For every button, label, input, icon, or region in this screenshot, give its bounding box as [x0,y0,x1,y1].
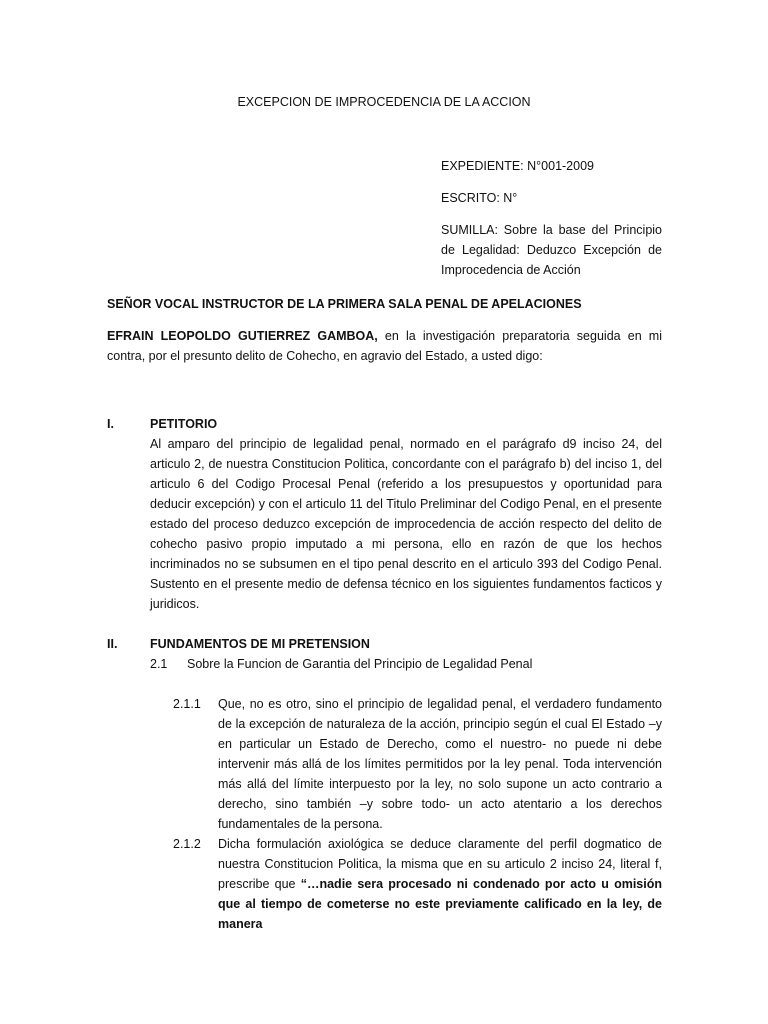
addressee-heading: SEÑOR VOCAL INSTRUCTOR DE LA PRIMERA SALA PENAL DE APELACIONES [107,297,582,311]
paragraph-2-1-2-regular: Dicha formulación axiológica se deduce claramente del perfil dogmatico de nuestra Constitucion Politica, la misma que en su articulo 2 inciso 24, literal f, prescribe que [218,837,662,891]
document-title: EXCEPCION DE IMPROCEDENCIA DE LA ACCION [237,95,531,109]
escrito-line: ESCRITO: N° [441,191,518,205]
paragraph-2-1-1-text: Que, no es otro, sino el principio de legalidad penal, el verdadero fundamento de la excepción de naturaleza de la acción, principio según el cual El Estado –y en particular un Estado de Derecho, como el nuestro- no puede ni debe intervenir más allá de los límites permitidos por la ley penal. Toda intervención más allá del límite interpuesto por la ley, no solo supone un acto contrario a derecho, sino también –y sobre todo- un acto atentario a los derechos fundamentales de la persona. [218,697,662,831]
paragraph-2-1-2-quote: “…nadie sera procesado ni condenado por acto u omisión que al tiempo de cometerse no este previamente calificado en la ley, de manera [218,877,662,931]
intro-paragraph [107,326,662,366]
sumilla-block: SUMILLA: Sobre la base del Principio de Legalidad: Deduzco Excepción de Improcedencia de Acción [441,223,662,277]
section-1-body: Al amparo del principio de legalidad penal, normado en el parágrafo d9 inciso 24, del articulo 2, de nuestra Constitucion Politica, concordante con el parágrafo b) del inciso 1, del articulo 6 del Codigo Procesal Penal (referido a los presupuestos y oportunidad para deducir excepción) y con el articulo 11 del Titulo Preliminar del Codigo Penal, en el presente estado del proceso deduzco excepción de improcedencia de acción respecto del delito de cohecho pasivo propio imputado a mi persona, ello en razón de que los hechos incriminados no se subsumen en el tipo penal descrito en el articulo 393 del Codigo Penal. Sustento en el presente medio de defensa técnico en los siguientes fundamentos facticos y juridicos. [150,437,662,611]
section-2-number: II. [107,637,118,651]
intro-text: en la investigación preparatoria seguida en mi contra, por el presunto delito de Cohecho, en agravio del Estado, a usted digo: [107,329,662,363]
paragraph-2-1-2-text [218,834,662,934]
subsection-2-1-number: 2.1 [150,657,168,671]
paragraph-2-1-2-number: 2.1.2 [173,837,201,851]
expediente-line: EXPEDIENTE: N°001-2009 [441,159,594,173]
subsection-2-1-title: Sobre la Funcion de Garantia del Principio de Legalidad Penal [187,657,533,671]
section-1-number: I. [107,417,114,431]
paragraph-2-1-1-number: 2.1.1 [173,697,201,711]
petitioner-name: EFRAIN LEOPOLDO GUTIERREZ GAMBOA, [107,329,378,343]
section-1-title: PETITORIO [150,417,218,431]
section-2-title: FUNDAMENTOS DE MI PRETENSION [150,637,370,651]
